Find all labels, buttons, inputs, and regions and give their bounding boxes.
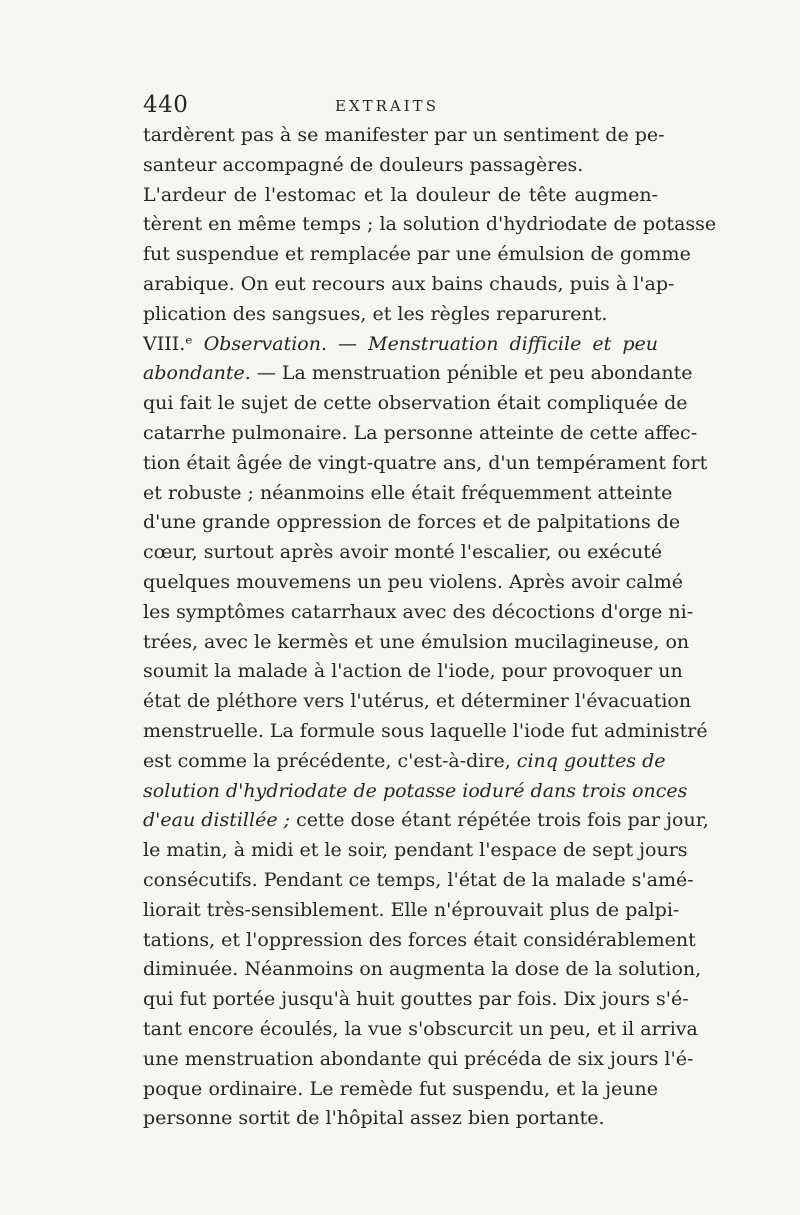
text-segment: une menstruation abondante qui précéda de six jours l'é- <box>143 1047 694 1070</box>
text-segment: les symptômes catarrhaux avec des décoctions d'orge ni- <box>143 600 694 623</box>
text-segment: soumit la malade à l'action de l'iode, pour provoquer un <box>143 660 683 683</box>
text-segment: VIII.ᵉ <box>143 332 204 355</box>
text-line <box>143 717 708 747</box>
text-segment: santeur accompagné de douleurs passagères. <box>143 153 584 176</box>
body-text <box>143 121 717 1134</box>
text-line <box>143 151 658 181</box>
text-line <box>143 806 709 836</box>
text-segment: diminuée. Néanmoins on augmenta la dose de la solution, <box>143 958 702 981</box>
text-line <box>143 926 696 956</box>
text-segment: menstruelle. La formule sous laquelle l'iode fut administré <box>143 719 708 742</box>
text-segment: liorait très-sensiblement. Elle n'éprouvait plus de palpi- <box>143 898 680 921</box>
text-segment: personne sortit de l'hôpital assez bien portante. <box>143 1107 605 1130</box>
italic-text-segment: d'eau distillée ; <box>143 809 291 832</box>
text-line <box>143 836 688 866</box>
text-segment: tion était âgée de vingt-quatre ans, d'un tempérament fort <box>143 451 708 474</box>
text-segment: — La menstruation pénible et peu abondante <box>250 362 693 385</box>
text-line <box>143 479 673 509</box>
text-segment: qui fut portée jusqu'à huit gouttes par fois. Dix jours s'é- <box>143 988 689 1011</box>
text-line <box>143 210 717 240</box>
page-number: 440 <box>143 92 189 118</box>
text-segment: L'ardeur de l'estomac et la douleur de tête augmen- <box>143 183 658 206</box>
text-line <box>143 866 694 896</box>
text-line <box>143 628 690 658</box>
text-line <box>143 389 688 419</box>
italic-text-segment: Menstruation difficile et peu <box>368 332 658 355</box>
text-segment: — <box>327 332 369 355</box>
text-line <box>143 1075 658 1105</box>
text-segment: qui fait le sujet de cette observation était compliquée de <box>143 392 688 415</box>
italic-text-segment: abondante. <box>143 362 251 385</box>
text-segment: fut suspendue et remplacée par une émulsion de gomme <box>143 243 691 266</box>
text-segment: état de pléthore vers l'utérus, et déterminer l'évacuation <box>143 690 692 713</box>
text-segment: consécutifs. Pendant ce temps, l'état de la malade s'amé- <box>143 868 694 891</box>
italic-text-segment: Observation. <box>203 332 327 355</box>
text-line <box>143 330 658 360</box>
text-segment: cœur, surtout après avoir monté l'escalier, ou exécuté <box>143 541 663 564</box>
text-line <box>143 181 658 211</box>
text-line <box>143 955 702 985</box>
text-segment: est comme la précédente, c'est-à-dire, <box>143 749 517 772</box>
text-line <box>143 240 691 270</box>
text-segment: tations, et l'oppression des forces était considérablement <box>143 928 696 951</box>
text-line <box>143 657 683 687</box>
italic-text-segment: solution d'hydriodate de potasse ioduré dans trois onces <box>143 779 688 802</box>
text-segment: tardèrent pas à se manifester par un sentiment de pe- <box>143 124 665 146</box>
text-line <box>143 508 681 538</box>
text-segment: arabique. On eut recours aux bains chauds, puis à l'ap- <box>143 272 675 295</box>
text-line <box>143 449 708 479</box>
text-line <box>143 985 689 1015</box>
text-line <box>143 687 692 717</box>
text-line <box>143 419 698 449</box>
italic-text-segment: cinq gouttes de <box>516 749 666 772</box>
text-segment: tèrent en même temps ; la solution d'hydriodate de potasse <box>143 213 717 236</box>
text-line <box>143 1015 698 1045</box>
text-segment: catarrhe pulmonaire. La personne atteinte de cette affec- <box>143 421 698 444</box>
text-line <box>143 121 665 151</box>
text-line <box>143 359 693 389</box>
text-line <box>143 896 680 926</box>
text-segment: quelques mouvemens un peu violens. Après avoir calmé <box>143 570 683 593</box>
text-segment: et robuste ; néanmoins elle était fréquemment atteinte <box>143 481 673 504</box>
text-line <box>143 598 694 628</box>
text-line <box>143 1104 658 1134</box>
text-segment: plication des sangsues, et les règles reparurent. <box>143 302 608 325</box>
text-line <box>143 1045 694 1075</box>
text-segment: trées, avec le kermès et une émulsion mucilagineuse, on <box>143 630 690 653</box>
text-line <box>143 300 658 330</box>
text-line <box>143 270 675 300</box>
text-segment: le matin, à midi et le soir, pendant l'espace de sept jours <box>143 839 688 862</box>
running-head: EXTRAITS <box>335 97 439 115</box>
text-segment: d'une grande oppression de forces et de palpitations de <box>143 511 681 534</box>
text-line <box>143 777 688 807</box>
text-line <box>143 568 683 598</box>
text-line <box>143 747 666 777</box>
page-header <box>143 92 658 122</box>
text-segment: tant encore écoulés, la vue s'obscurcit un peu, et il arriva <box>143 1017 698 1040</box>
text-segment: cette dose étant répétée trois fois par jour, <box>290 809 709 832</box>
text-line <box>143 538 663 568</box>
text-segment: poque ordinaire. Le remède fut suspendu, et la jeune <box>143 1077 658 1100</box>
